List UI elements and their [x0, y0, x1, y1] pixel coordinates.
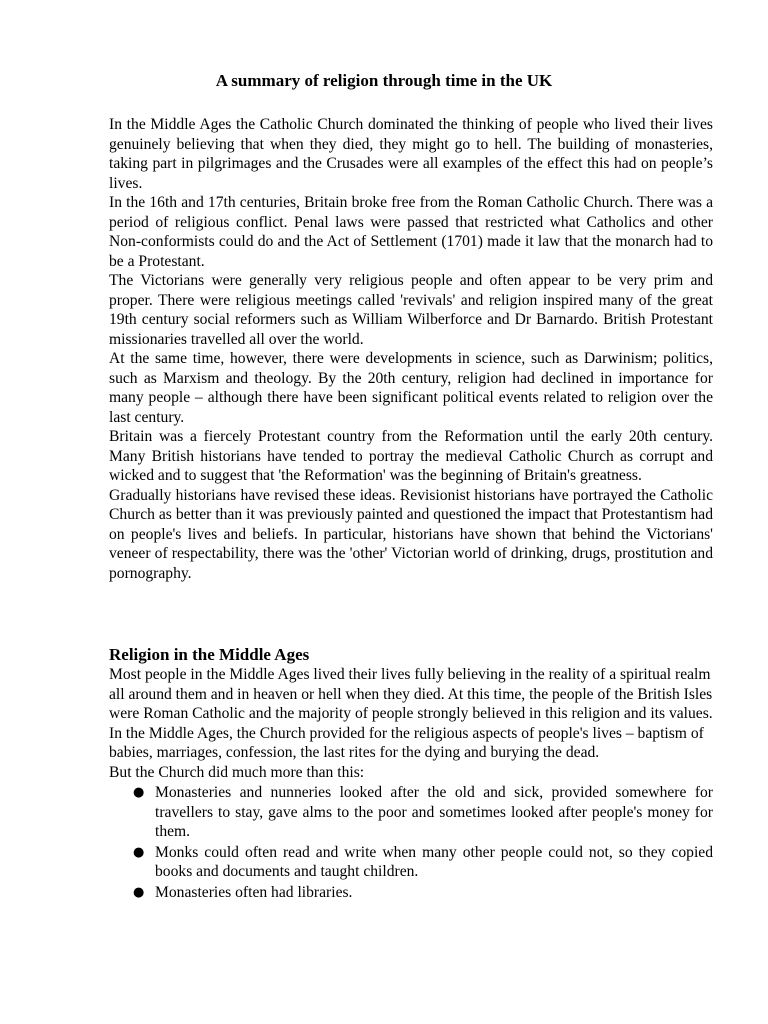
section-paragraph: Most people in the Middle Ages lived their lives fully believing in the reality of a spiritual realm all around them and in heaven or hell when they died. At this time, the people of the British Isles were Roman Catholic and the majority of people strongly believed in this religion and its values.	[109, 666, 713, 722]
section-paragraph: In the Middle Ages, the Church provided for the religious aspects of people's lives – baptism of babies, marriages, confession, the last rites for the dying and burying the dead.	[109, 724, 704, 761]
list-item-text: Monasteries often had libraries.	[155, 883, 353, 901]
intro-paragraph: Britain was a fiercely Protestant country from the Reformation until the early 20th century. Many British historians have tended to portray the medieval Catholic Church as corrupt and wicked and to suggest that 'the Reformation' was the beginning of Britain's greatness.	[109, 428, 713, 484]
section-paragraph: But the Church did much more than this:	[109, 763, 365, 781]
list-item	[109, 843, 713, 882]
intro-paragraph: At the same time, however, there were developments in science, such as Darwinism; politics, such as Marxism and theology. By the 20th century, religion had declined in importance for many people – although there have been significant political events related to religion over the last century.	[109, 350, 713, 426]
bullet-icon: ●	[133, 884, 145, 900]
list-item-text: Monasteries and nunneries looked after the old and sick, provided somewhere for travellers to stay, gave alms to the poor and sometimes looked after people's money for them.	[155, 784, 713, 840]
intro-paragraph: In the 16th and 17th centuries, Britain broke free from the Roman Catholic Church. There was a period of religious conflict. Penal laws were passed that restricted what Catholics and other Non-conformists could do and the Act of Settlement (1701) made it law that the monarch had to be a Protestant.	[109, 194, 713, 270]
list-item	[109, 883, 713, 903]
section-heading: Religion in the Middle Ages	[109, 645, 310, 664]
list-item-text: Monks could often read and write when many other people could not, so they copied books and documents and taught children.	[155, 843, 713, 880]
intro-paragraph: The Victorians were generally very religious people and often appear to be very prim and proper. There were religious meetings called 'revivals' and religion inspired many of the great 19th century social reformers such as William Wilberforce and Dr Barnardo. British Protestant missionaries travelled all over the world.	[109, 272, 713, 348]
document-title: A summary of religion through time in the UK	[215, 71, 553, 90]
list-item	[109, 783, 713, 842]
intro-paragraph: In the Middle Ages the Catholic Church dominated the thinking of people who lived their lives genuinely believing that when they died, they might go to hell. The building of monasteries, taking part in pilgrimages and the Crusades were all examples of the effect this had on people’s lives.	[109, 116, 713, 192]
intro-text	[109, 115, 713, 583]
bullet-list	[109, 783, 713, 902]
bullet-icon: ●	[133, 844, 145, 860]
bullet-icon: ●	[133, 785, 145, 800]
section-body	[109, 665, 713, 902]
intro-paragraph: Gradually historians have revised these ideas. Revisionist historians have portrayed the Catholic Church as better than it was previously painted and questioned the impact that Protestantism had on people's lives and beliefs. In particular, historians have shown that behind the Victorians' veneer of respectability, there was the 'other' Victorian world of drinking, drugs, prostitution and pornography.	[109, 486, 713, 582]
